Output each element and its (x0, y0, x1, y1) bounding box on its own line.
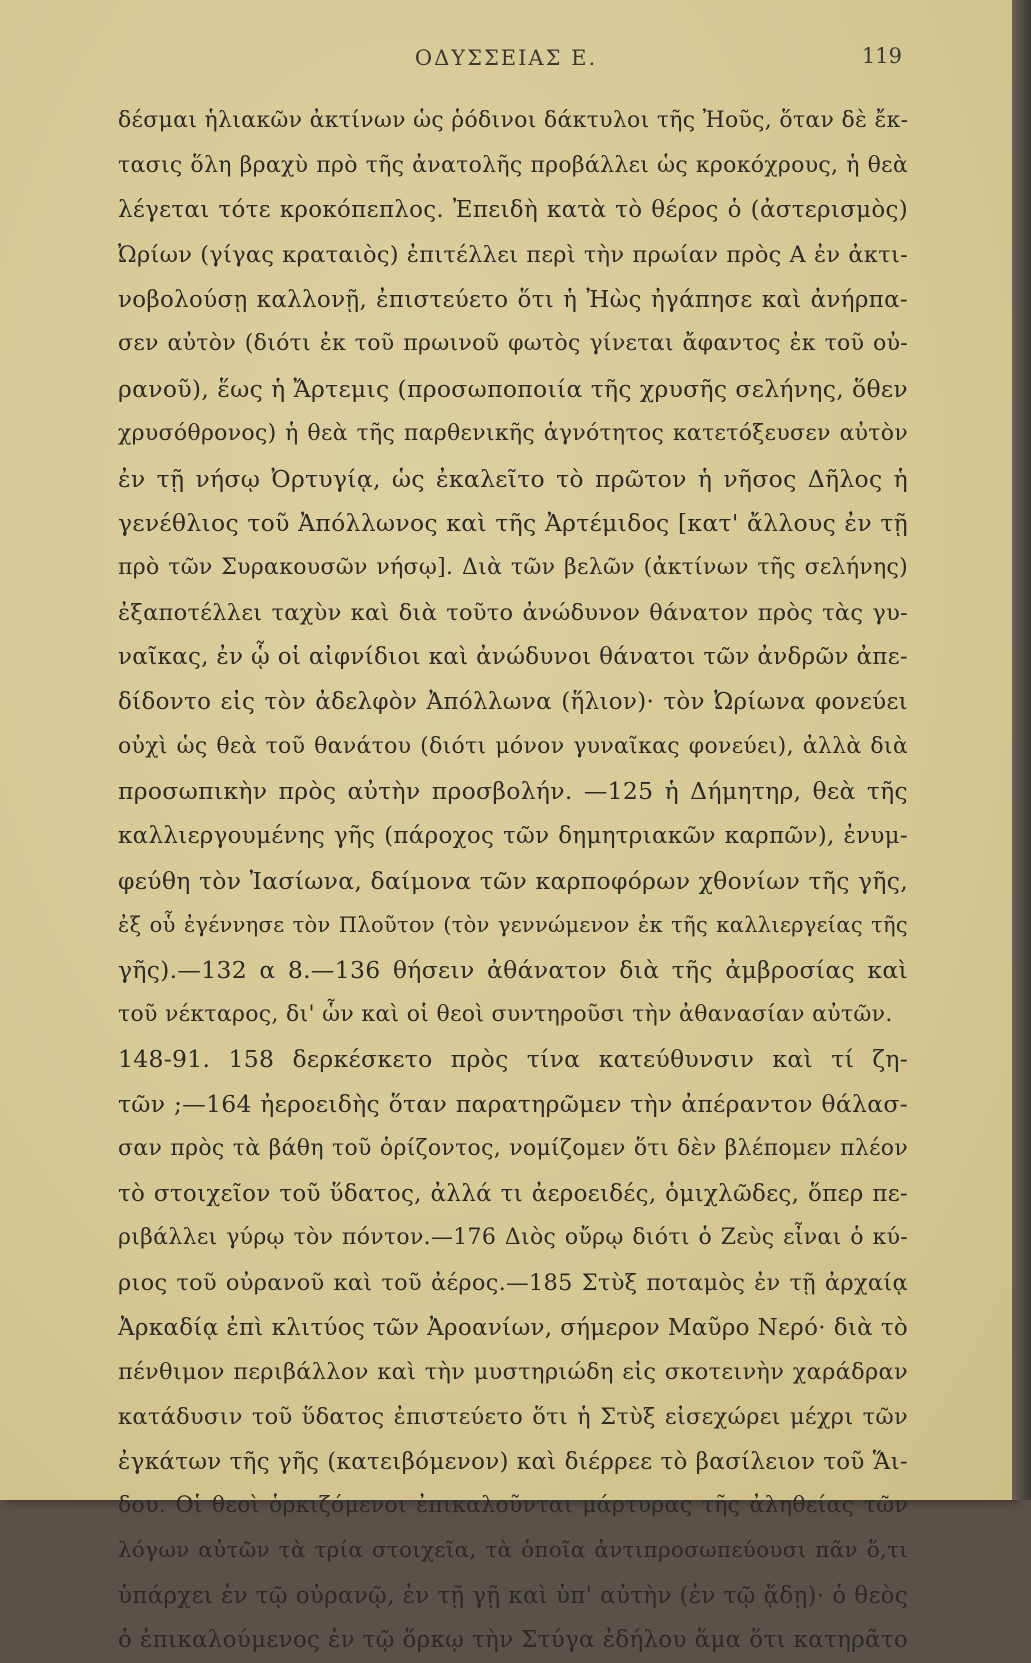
text-line: δίδοντο εἰς τὸν ἀδελφὸν Ἀπόλλωνα (ἥλιον)· τὸν Ὠρίωνα φονεύει (118, 688, 908, 715)
text-line: Ὠρίων (γίγας κραταιὸς) ἐπιτέλλει περὶ τὴν πρωίαν πρὸς Α ἐν ἀκτι- (118, 242, 908, 269)
text-line: λέγεται τότε κροκόπεπλος. Ἐπειδὴ κατὰ τὸ θέρος ὁ (ἀστερισμὸς) (118, 197, 908, 224)
text-line: καλλιεργουμένης γῆς (πάροχος τῶν δημητριακῶν καρπῶν), ἐνυμ- (118, 823, 908, 849)
text-line: 148-91. 158 δερκέσκετο πρὸς τίνα κατεύθυνσιν καὶ τί ζη- (118, 1045, 908, 1074)
text-line: δέσμαι ἡλιακῶν ἀκτίνων ὡς ῥόδινοι δάκτυλοι τῆς Ἠοῦς, ὅταν δὲ ἔκ- (118, 108, 908, 133)
text-line: ριβάλλει γύρῳ τὸν πόντον.—176 Διὸς οὔρῳ διότι ὁ Ζεὺς εἶναι ὁ κύ- (118, 1225, 908, 1251)
text-line: τῶν ;—164 ἠεροειδὴς ὅταν παρατηρῶμεν τὴν ἀπέραντον θάλασ- (118, 1090, 908, 1119)
text-line: ἐγκάτων τῆς γῆς (κατειβόμενον) καὶ διέρρεε τὸ βασίλειον τοῦ Ἅι- (118, 1448, 908, 1475)
text-line: ὑπάρχει ἐν τῷ οὐρανῷ, ἐν τῇ γῇ καὶ ὑπ' αὐτὴν (ἐν τῷ ᾅδῃ)· ὁ θεὸς (118, 1582, 908, 1609)
text-line: δου. Οἱ θεοὶ ὁρκιζόμενοι ἐπικαλοῦνται μάρτυρας τῆς ἀληθείας τῶν (118, 1493, 908, 1519)
text-line: ναῖκας, ἐν ᾧ οἱ αἰφνίδιοι καὶ ἀνώδυνοι θάνατοι τῶν ἀνδρῶν ἀπε- (118, 644, 908, 671)
text-line: χρυσόθρονος) ἡ θεὰ τῆς παρθενικῆς ἁγνότητος κατετόξευσεν αὐτὸν (118, 420, 908, 446)
text-line: σαν πρὸς τὰ βάθη τοῦ ὁρίζοντος, νομίζομεν ὅτι δὲν βλέπομεν πλέον (118, 1135, 908, 1161)
text-line: οὐχὶ ὡς θεὰ τοῦ θανάτου (διότι μόνον γυναῖκας φονεύει), ἀλλὰ διὰ (118, 733, 908, 759)
text-line: τασις ὅλη βραχὺ πρὸ τῆς ἀνατολῆς προβάλλει ὡς κροκόχρους, ἡ θεὰ (118, 152, 908, 178)
text-line: τὸ στοιχεῖον τοῦ ὕδατος, ἀλλά τι ἀεροειδές, ὁμιχλῶδες, ὅπερ πε- (118, 1180, 908, 1207)
text-line: ρανοῦ), ἕως ἡ Ἄρτεμις (προσωποποιία τῆς χρυσῆς σελήνης, ὅθεν (118, 375, 908, 404)
text-line: ἐξ οὗ ἐγέννησε τὸν Πλοῦτον (τὸν γεννώμενον ἐκ τῆς καλλιεργείας τῆς (118, 913, 908, 938)
text-line: λόγων αὐτῶν τὰ τρία στοιχεῖα, τὰ ὁποῖα ἀντιπροσωπεύουσι πᾶν ὅ,τι (118, 1538, 908, 1563)
text-line: ριος τοῦ οὐρανοῦ καὶ τοῦ ἀέρος.—185 Στὺξ ποταμὸς ἐν τῇ ἀρχαίᾳ (118, 1269, 908, 1296)
text-line: κατάδυσιν τοῦ ὕδατος ἐπιστεύετο ὅτι ἡ Στὺξ εἰσεχώρει μέχρι τῶν (118, 1403, 908, 1430)
page-header (0, 42, 1012, 82)
text-line: πένθιμον περιβάλλον καὶ τὴν μυστηριώδη εἰς σκοτεινὴν χαράδραν (118, 1359, 908, 1386)
text-line: νοβολούσῃ καλλονῇ, ἐπιστεύετο ὅτι ἡ Ἠὼς ἠγάπησε καὶ ἀνήρπα- (118, 286, 908, 313)
commentary-text (118, 99, 908, 1663)
running-head: ΟΔΥΣΣΕΙΑΣ Ε. (414, 46, 598, 70)
text-line: ἐν τῇ νήσῳ Ὀρτυγίᾳ, ὡς ἐκαλεῖτο τὸ πρῶτον ἡ νῆσος Δῆλος ἡ (118, 464, 908, 493)
text-line: σεν αὐτὸν (διότι ἐκ τοῦ πρωινοῦ φωτὸς γίνεται ἄφαντος ἐκ τοῦ οὐ- (118, 331, 908, 357)
page-number: 119 (861, 44, 902, 68)
text-line: φεύθη τὸν Ἰασίωνα, δαίμονα τῶν καρποφόρων χθονίων τῆς γῆς, (118, 866, 908, 895)
text-line: τοῦ νέκταρος, δι' ὧν καὶ οἱ θεοὶ συντηροῦσι τὴν ἀθανασίαν αὐτῶν. (118, 1001, 893, 1027)
text-line: ἐξαποτέλλει ταχὺν καὶ διὰ τοῦτο ἀνώδυνον θάνατον πρὸς τὰς γυ- (118, 599, 908, 626)
text-line: προσωπικὴν πρὸς αὐτὴν προσβολήν. —125 ἡ Δήμητηρ, θεὰ τῆς (118, 777, 908, 806)
text-line: γενέθλιος τοῦ Ἀπόλλωνος καὶ τῆς Ἀρτέμιδος [κατ' ἄλλους ἐν τῇ (118, 509, 908, 538)
text-line: πρὸ τῶν Συρακουσῶν νήσῳ]. Διὰ τῶν βελῶν (ἀκτίνων τῆς σελήνης) (118, 554, 908, 580)
text-line: γῆς).—132 α 8.—136 θήσειν ἀθάνατον διὰ τῆς ἀμβροσίας καὶ (118, 956, 908, 985)
text-line: Ἀρκαδίᾳ ἐπὶ κλιτύος τῶν Ἀροανίων, σήμερον Μαῦρο Νερό· διὰ τὸ (118, 1314, 908, 1341)
text-line: ὁ ἐπικαλούμενος ἐν τῷ ὅρκῳ τὴν Στύγα ἐδήλου ἅμα ὅτι κατηρᾶτο (118, 1627, 908, 1654)
page-edge-shadow (1012, 0, 1031, 1500)
